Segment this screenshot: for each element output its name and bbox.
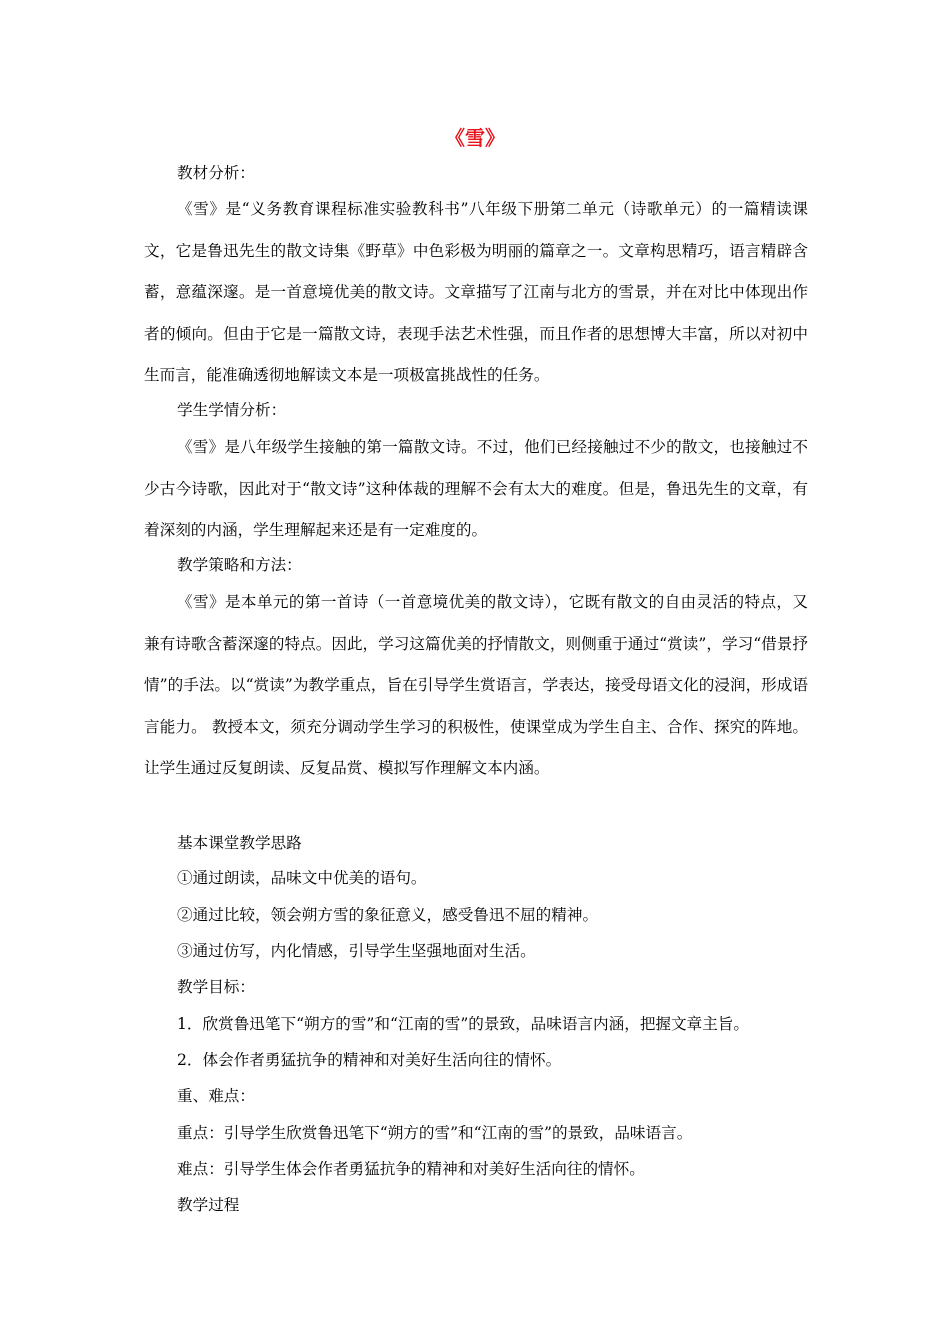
list-item-idea-1: ①通过朗读，品味文中优美的语句。	[177, 869, 427, 887]
list-item-idea-2: ②通过比较，领会朔方雪的象征意义，感受鲁迅不屈的精神。	[177, 906, 599, 924]
heading-classroom-ideas: 基本课堂教学思路	[177, 834, 302, 852]
heading-teaching-goals: 教学目标：	[177, 978, 255, 996]
heading-student-analysis: 学生学情分析：	[177, 401, 287, 419]
heading-key-difficult: 重、难点：	[177, 1087, 255, 1105]
paragraph-teaching-strategy: 《雪》是本单元的第一首诗（一首意境优美的散文诗），它既有散文的自由灵活的特点，又兼有诗歌含蓄深邃的特点。因此，学习这篇优美的抒情散文，则侧重于通过“赏读”，学习“借景抒情”的手法。以“赏读”为教学重点，旨在引导学生赏语言，学表达，接受母语文化的浸润，形成语言能力。 教授本文，须充分调动学生学习的积极性，使课堂成为学生自主、合作、探究的阵地。让学生通过反复朗读、反复品赏、模拟写作理解文本内涵。	[144, 593, 808, 777]
heading-teaching-strategy: 教学策略和方法：	[177, 556, 302, 574]
document-title: 《雪》	[445, 126, 505, 150]
list-item-goal-2: 2．体会作者勇猛抗争的精神和对美好生活向往的情怀。	[177, 1051, 562, 1069]
paragraph-material-analysis: 《雪》是“义务教育课程标准实验教科书”八年级下册第二单元（诗歌单元）的一篇精读课文，它是鲁迅先生的散文诗集《野草》中色彩极为明丽的篇章之一。文章构思精巧，语言精辟含蓄，意蕴深邃。是一首意境优美的散文诗。文章描写了江南与北方的雪景，并在对比中体现出作者的倾向。但由于它是一篇散文诗，表现手法艺术性强，而且作者的思想博大丰富，所以对初中生而言，能准确透彻地解读文本是一项极富挑战性的任务。	[144, 200, 808, 384]
heading-teaching-process: 教学过程	[177, 1196, 240, 1214]
key-point: 重点：引导学生欣赏鲁迅笔下“朔方的雪”和“江南的雪”的景致，品味语言。	[177, 1124, 693, 1142]
difficult-point: 难点：引导学生体会作者勇猛抗争的精神和对美好生活向往的情怀。	[177, 1160, 645, 1178]
list-item-goal-1: 1．欣赏鲁迅笔下“朔方的雪”和“江南的雪”的景致，品味语言内涵，把握文章主旨。	[177, 1015, 749, 1033]
paragraph-student-analysis: 《雪》是八年级学生接触的第一篇散文诗。不过，他们已经接触过不少的散文，也接触过不少古今诗歌，因此对于“散文诗”这种体裁的理解不会有太大的难度。但是，鲁迅先生的文章，有着深刻的内涵，学生理解起来还是有一定难度的。	[144, 438, 808, 539]
list-item-idea-3: ③通过仿写，内化情感，引导学生坚强地面对生活。	[177, 942, 536, 960]
heading-material-analysis: 教材分析：	[177, 164, 255, 182]
